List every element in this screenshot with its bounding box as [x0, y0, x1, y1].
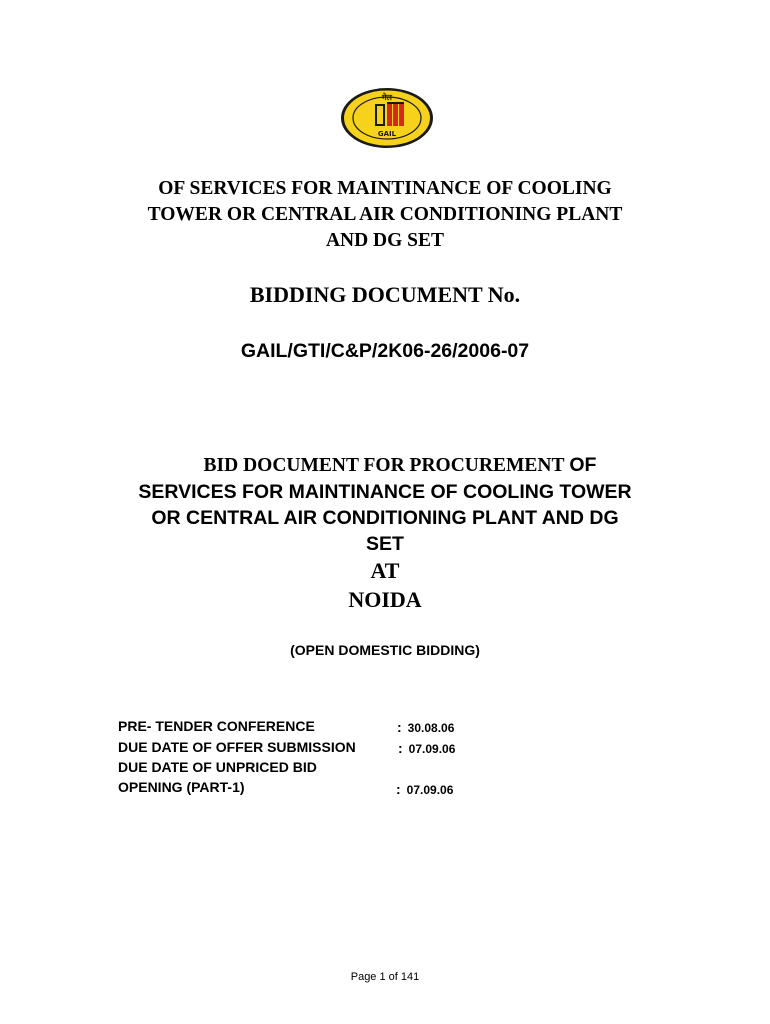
- logo-bottom-text: GAIL: [377, 130, 397, 138]
- bidding-document-heading: BIDDING DOCUMENT No.: [249, 282, 521, 307]
- schedule-date: 07.09.06: [406, 783, 454, 797]
- gail-logo: [339, 86, 435, 150]
- schedule-date: 07.09.06: [408, 742, 456, 756]
- schedule-label-opening: OPENING (PART-1): [118, 779, 245, 795]
- schedule-value-pre-tender: : 30.08.06: [397, 719, 455, 735]
- bid-document-description: [0, 452, 770, 557]
- bid-doc-line-4: SET: [366, 533, 404, 555]
- schedule-label-due-date-offer: DUE DATE OF OFFER SUBMISSION: [118, 739, 356, 755]
- at-label: AT: [370, 558, 400, 583]
- bidding-document-number: GAIL/GTI/C&P/2K06-26/2006-07: [240, 340, 530, 362]
- page-number: Page 1 of 141: [350, 971, 420, 983]
- bid-doc-line-2: SERVICES FOR MAINTINANCE OF COOLING TOWER: [138, 481, 632, 503]
- title-line-2: TOWER OR CENTRAL AIR CONDITIONING PLANT: [147, 204, 623, 225]
- bid-doc-line-3: OR CENTRAL AIR CONDITIONING PLANT AND DG: [151, 507, 619, 529]
- bid-doc-line-1-sans: OF: [569, 454, 597, 476]
- schedule-date: 30.08.06: [407, 721, 455, 735]
- document-title: [0, 176, 770, 254]
- bid-doc-line-1: [0, 452, 770, 479]
- logo-top-text: गेल: [382, 93, 392, 102]
- schedule-value-opening: : 07.09.06: [396, 781, 454, 797]
- bidding-type: (OPEN DOMESTIC BIDDING): [290, 642, 480, 658]
- title-line-3: AND DG SET: [325, 230, 445, 251]
- location-name: NOIDA: [348, 587, 422, 612]
- schedule-value-due-date-offer: : 07.09.06: [398, 740, 456, 756]
- title-line-1: OF SERVICES FOR MAINTINANCE OF COOLING: [158, 178, 612, 199]
- schedule-label-pre-tender: PRE- TENDER CONFERENCE: [118, 718, 315, 734]
- schedule-label-unpriced-bid: DUE DATE OF UNPRICED BID: [118, 759, 317, 775]
- bid-doc-line-1-serif: BID DOCUMENT FOR PROCUREMENT: [203, 455, 565, 476]
